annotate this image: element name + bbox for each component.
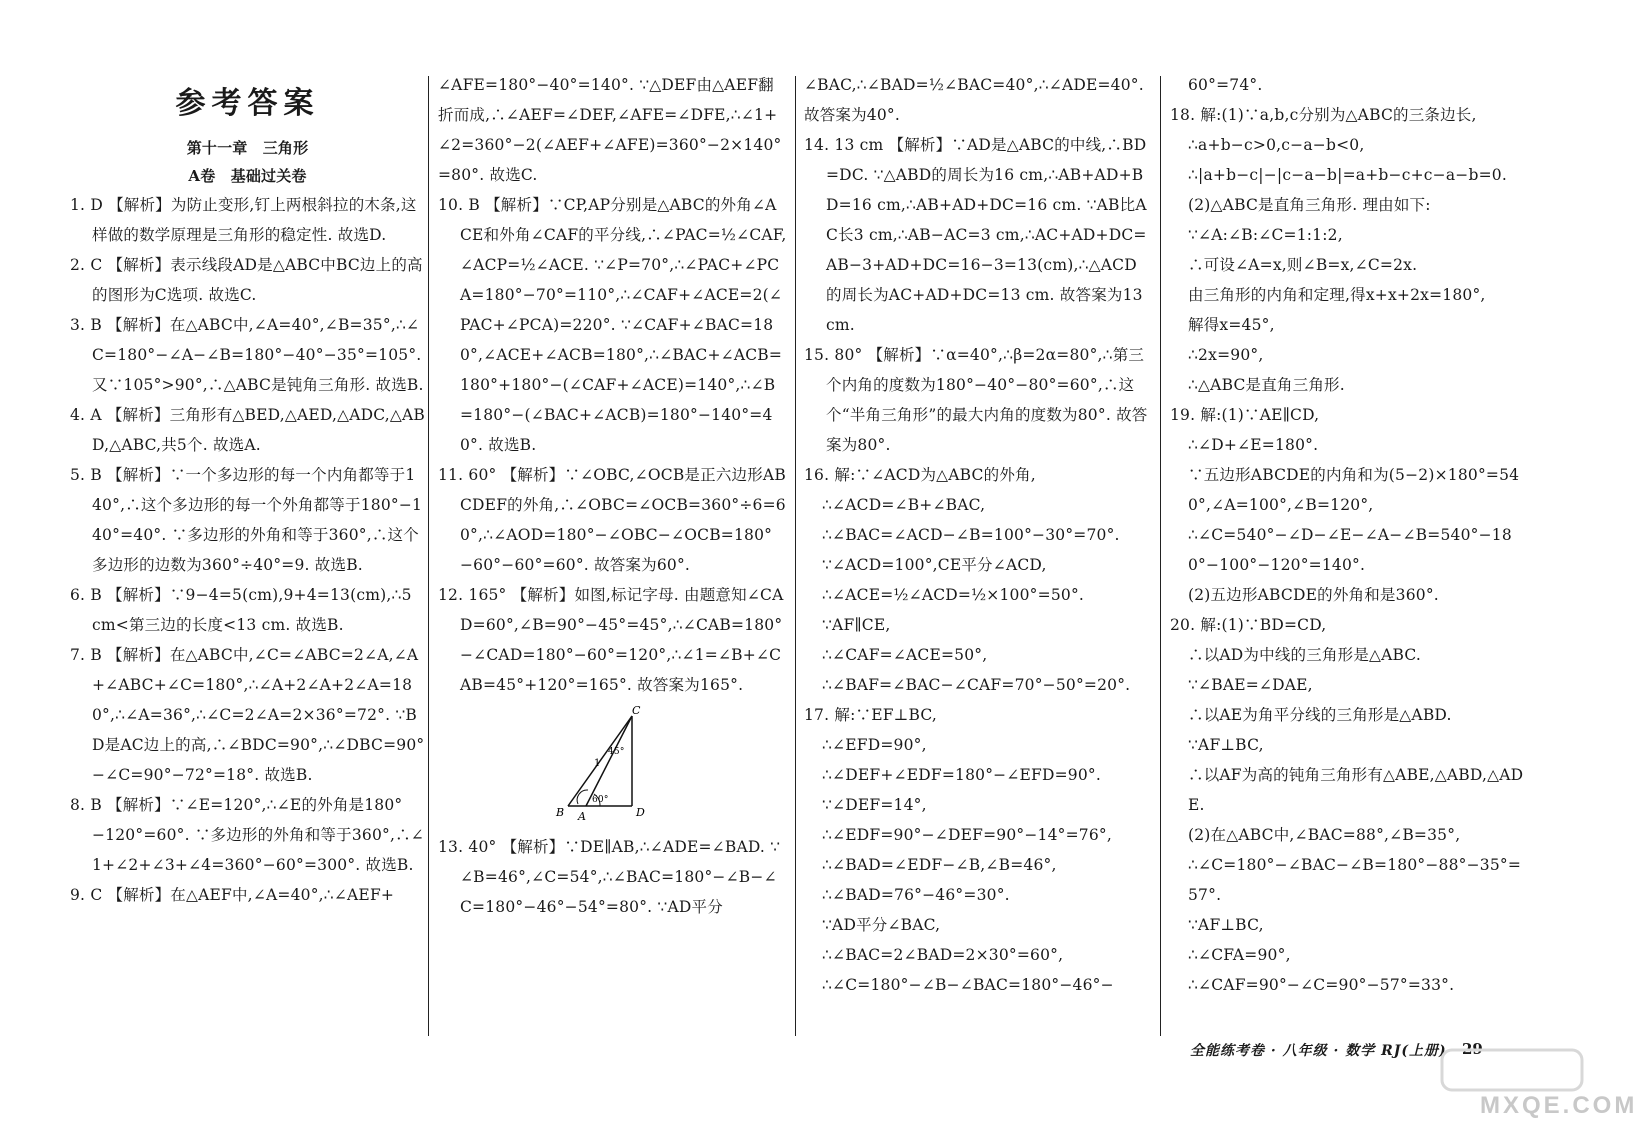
answer-item: 1. D 【解析】为防止变形,钉上两根斜拉的木条,这样做的数学原理是三角形的稳定性. 故选D. <box>70 196 417 244</box>
label-angle-60: 60° <box>592 795 609 805</box>
answer-item: 15. 80° 【解析】∵α=40°,∴β=2α=80°,∴第三个内角的度数为180°−40°−80°=60°,∴这个“半角三角形”的最大内角的度数为80°. 故答案为80°. <box>804 346 1148 454</box>
answer-line: ∴∠CFA=90°, <box>1188 946 1291 964</box>
answer-line: ∴∠C=180°−∠BAC−∠B=180°−88°−35°=57°. <box>1188 856 1522 904</box>
answer-line: (2)△ABC是直角三角形. 理由如下: <box>1188 196 1431 214</box>
answer-item: 13. 40° 【解析】∵DE∥AB,∴∠ADE=∠BAD. ∵∠B=46°,∠C=54°,∴∠BAC=180°−∠B−∠C=180°−46°−54°=80°. ∵AD平分 <box>438 838 781 916</box>
answer-line: 由三角形的内角和定理,得x+x+2x=180°, <box>1188 286 1486 304</box>
answer-item: 20. 解:(1)∵BD=CD, <box>1170 616 1327 634</box>
answer-line: ∴∠EDF=90°−∠DEF=90°−14°=76°, <box>822 826 1112 844</box>
answer-line: ∴∠D+∠E=180°. <box>1188 436 1319 454</box>
chapter-heading: 第十一章 三角形 <box>186 139 309 157</box>
answer-line: ∵∠DEF=14°, <box>822 796 927 814</box>
answer-line: ∵AF∥CE, <box>822 616 891 634</box>
answer-item: 3. B 【解析】在△ABC中,∠A=40°,∠B=35°,∴∠C=180°−∠A−∠B=180°−40°−35°=105°. 又∵105°>90°,∴△ABC是钝角三角形. 故选B. <box>70 316 424 394</box>
label-b: B <box>556 806 565 819</box>
answer-line: ∴∠ACE=½∠ACD=½×100°=50°. <box>822 586 1085 604</box>
answer-line: ∴|a+b−c|−|c−a−b|=a+b−c+c−a−b=0. <box>1188 166 1507 184</box>
answer-item: 4. A 【解析】三角形有△BED,△AED,△ADC,△ABD,△ABC,共5个. 故选A. <box>70 406 425 454</box>
answer-line: ∴以AD为中线的三角形是△ABC. <box>1188 646 1422 664</box>
answer-item: 5. B 【解析】∵一个多边形的每一个内角都等于140°,∴这个多边形的每一个外角都等于180°−140°=40°. ∵多边形的外角和等于360°,∴这个多边形的边数为360°÷40°=9. 故选B. <box>70 466 423 574</box>
answer-item: ∠BAC,∴∠BAD=½∠BAC=40°,∴∠ADE=40°. 故答案为40°. <box>804 76 1144 124</box>
answer-item: 11. 60° 【解析】∵∠OBC,∠OCB是正六边形ABCDEF的外角,∴∠OBC=∠OCB=360°÷6=60°,∴∠AOD=180°−∠OBC−∠OCB=180°−60°−60°=60°. 故答案为60°. <box>438 466 786 574</box>
answer-line: ∴∠EFD=90°, <box>822 736 927 754</box>
answer-line: ∴2x=90°, <box>1188 346 1264 364</box>
answer-line: ∵∠ACD=100°,CE平分∠ACD, <box>822 556 1047 574</box>
answer-line: ∴以AF为高的钝角三角形有△ABE,△ABD,△ADE. <box>1188 766 1524 814</box>
answer-item: 10. B 【解析】∵CP,AP分别是△ABC的外角∠ACE和外角∠CAF的平分线,∴∠PAC=½∠CAF,∠ACP=½∠ACE. ∵∠P=70°,∴∠PAC+∠PCA=180°−70°=110°,∴∠CAF+∠ACE=2(∠PAC+∠PCA)=220°. ∵∠CAF+∠BAC=180°,∠ACE+∠ACB=180°,∴∠BAC+∠ACB=180°+180°−(∠CAF+∠ACE)=140°,∴∠B=180°−(∠BAC+∠ACB)=180°−140°=40°. 故选B. <box>438 196 787 454</box>
label-a: A <box>578 810 587 823</box>
answer-item: 9. C 【解析】在△AEF中,∠A=40°,∴∠AEF+ <box>70 886 395 904</box>
answer-item: 14. 13 cm 【解析】∵AD是△ABC的中线,∴BD=DC. ∵△ABD的周长为16 cm,∴AB+AD+BD=16 cm,∴AB+AD+DC=16 cm. ∵AB比AC长3 cm,∴AB−AC=3 cm,∴AC+AD+DC=AB−3+AD+DC=16−3=13(cm),∴△ACD的周长为AC+AD+DC=13 cm. 故答案为13 cm. <box>804 136 1147 334</box>
answer-line: ∴a+b−c>0,c−a−b<0, <box>1188 136 1365 154</box>
answer-line: ∵AF⊥BC, <box>1188 736 1264 754</box>
answer-line: ∴△ABC是直角三角形. <box>1188 376 1345 394</box>
answer-item: 18. 解:(1)∵a,b,c分别为△ABC的三条边长, <box>1170 106 1477 124</box>
answer-line: ∴可设∠A=x,则∠B=x,∠C=2x. <box>1188 256 1418 274</box>
column-1 <box>70 72 425 910</box>
label-d: D <box>636 806 646 819</box>
watermark-text: MXQE.COM <box>1480 1092 1637 1119</box>
answer-item: 2. C 【解析】表示线段AD是△ABC中BC边上的高的图形为C选项. 故选C. <box>70 256 423 304</box>
answer-line: ∵∠A:∠B:∠C=1:1:2, <box>1188 226 1343 244</box>
label-c: C <box>632 704 641 717</box>
answer-line: 解得x=45°, <box>1188 316 1275 334</box>
label-angle-1: 1 <box>594 758 601 769</box>
answer-line: ∴∠CAF=∠ACE=50°, <box>822 646 988 664</box>
answer-item: 8. B 【解析】∵∠E=120°,∴∠E的外角是180°−120°=60°. ∵多边形的外角和等于360°,∴∠1+∠2+∠3+∠4=360°−60°=300°. 故选B. <box>70 796 424 874</box>
answer-line: ∴∠BAD=∠EDF−∠B,∠B=46°, <box>822 856 1057 874</box>
answer-line: ∵AF⊥BC, <box>1188 916 1264 934</box>
book-footer: 全能练考卷 · 八年级 · 数学 RJ(上册) <box>1190 1043 1447 1059</box>
answer-item: 17. 解:∵EF⊥BC, <box>804 706 937 724</box>
column-3 <box>804 70 1152 1000</box>
answer-line: ∴∠DEF+∠EDF=180°−∠EFD=90°. <box>822 766 1101 784</box>
answer-line: ∴以AE为角平分线的三角形是△ABD. <box>1188 706 1452 724</box>
answer-item: ∠AFE=180°−40°=140°. ∵△DEF由△AEF翻折而成,∴∠AEF=∠DEF,∠AFE=∠DFE,∴∠1+∠2=360°−2(∠AEF+∠AFE)=360°−2×140°=80°. 故选C. <box>438 76 782 184</box>
page-title: 参考答案 <box>175 86 320 121</box>
answer-line: (2)在△ABC中,∠BAC=88°,∠B=35°, <box>1188 826 1461 844</box>
page-number: 29 <box>1462 1040 1483 1058</box>
watermark-logo <box>1440 1048 1590 1098</box>
answer-line: (2)五边形ABCDE的外角和是360°. <box>1188 586 1439 604</box>
answer-item: 7. B 【解析】在△ABC中,∠C=∠ABC=2∠A,∠A+∠ABC+∠C=180°,∴∠A+2∠A+2∠A=180°,∴∠A=36°,∴∠C=2∠A=2×36°=72°. ∵BD是AC边上的高,∴∠BDC=90°,∴∠DBC=90°−∠C=90°−72°=18°. 故选B. <box>70 646 425 784</box>
answer-line: 60°=74°. <box>1188 76 1263 94</box>
answer-item: 19. 解:(1)∵AE∥CD, <box>1170 406 1320 424</box>
answer-item: 12. 165° 【解析】如图,标记字母. 由题意知∠CAD=60°,∠B=90°−45°=45°,∴∠CAB=180°−∠CAD=180°−60°=120°,∴∠1=∠B+∠CAB=45°+120°=165°. 故答案为165°. <box>438 586 784 694</box>
label-angle-45: 45° <box>608 747 625 757</box>
answer-line: ∵∠BAE=∠DAE, <box>1188 676 1313 694</box>
answer-line: ∴∠BAC=∠ACD−∠B=100°−30°=70°. <box>822 526 1120 544</box>
triangle-diagram <box>548 706 668 826</box>
answer-item: 6. B 【解析】∵9−4=5(cm),9+4=13(cm),∴5 cm<第三边的长度<13 cm. 故选B. <box>70 586 412 634</box>
answer-line: ∴∠CAF=90°−∠C=90°−57°=33°. <box>1188 976 1455 994</box>
answer-line: ∴∠BAD=76°−46°=30°. <box>822 886 1010 904</box>
answer-line: ∴∠BAF=∠BAC−∠CAF=70°−50°=20°. <box>822 676 1131 694</box>
column-4 <box>1170 70 1525 1000</box>
answer-line: ∴∠C=180°−∠B−∠BAC=180°−46°− <box>822 976 1114 994</box>
answer-line: ∵五边形ABCDE的内角和为(5−2)×180°=540°,∠A=100°,∠B=120°, <box>1188 466 1520 514</box>
answer-item: 16. 解:∵∠ACD为△ABC的外角, <box>804 466 1036 484</box>
section-heading: A卷 基础过关卷 <box>188 167 307 185</box>
column-2 <box>438 70 788 922</box>
answer-line: ∵AD平分∠BAC, <box>822 916 941 934</box>
answer-line: ∴∠ACD=∠B+∠BAC, <box>822 496 986 514</box>
answer-line: ∴∠C=540°−∠D−∠E−∠A−∠B=540°−180°−100°−120°=140°. <box>1188 526 1512 574</box>
answer-line: ∴∠BAC=2∠BAD=2×30°=60°, <box>822 946 1064 964</box>
